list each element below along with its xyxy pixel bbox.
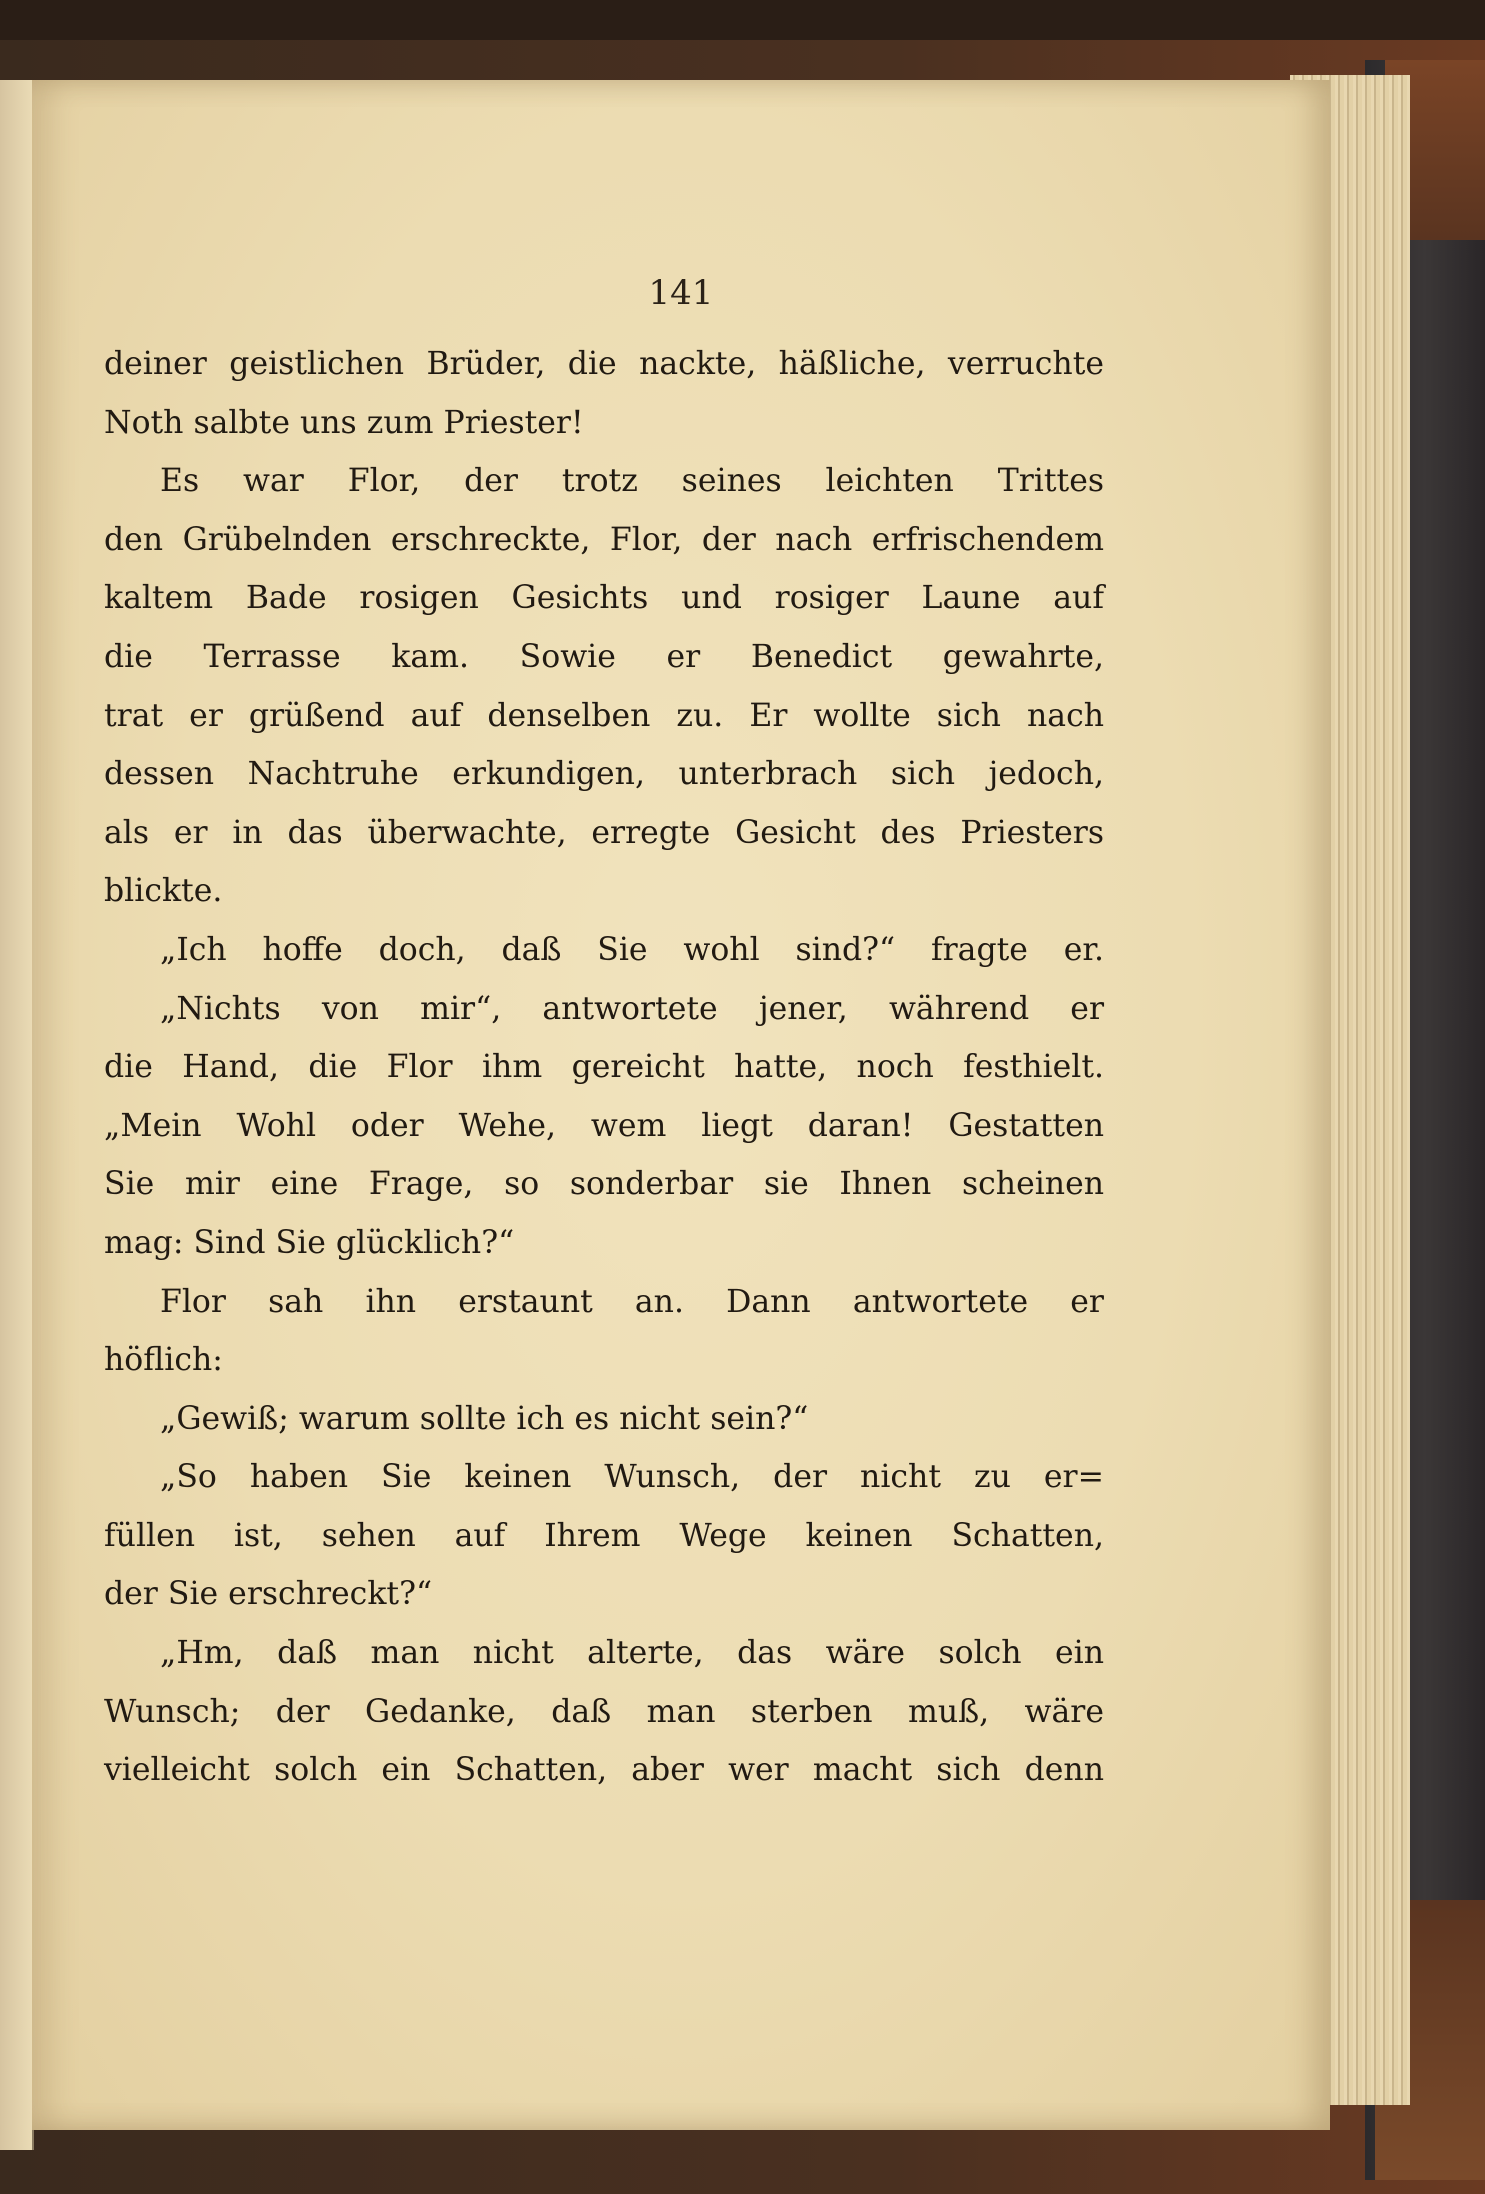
text-line: „Hm, daß man nicht alterte, das wäre solch ein [160,1635,1104,1672]
book-page [32,80,1330,2130]
text-line: dessen Nachtruhe erkundigen, unterbrach sich jedoch, [104,756,1104,793]
text-line: die Hand, die Flor ihm gereicht hatte, noch festhielt. [104,1049,1104,1086]
text-line: „Gewiß; warum sollte ich es nicht sein?“ [160,1400,809,1437]
text-line: trat er grüßend auf denselben zu. Er wollte sich nach [104,697,1104,734]
text-line: blickte. [104,873,223,910]
text-line: Wunsch; der Gedanke, daß man sterben muß, wäre [104,1693,1104,1730]
facing-page-edge [0,80,34,2150]
text-line: Es war Flor, der trotz seines leichten Trittes [160,463,1104,500]
text-line: „Ich hoffe doch, daß Sie wohl sind?“ fragte er. [160,931,1104,968]
page-number: 141 [648,273,714,313]
text-line: vielleicht solch ein Schatten, aber wer macht sich denn [104,1752,1104,1789]
text-line: kaltem Bade rosigen Gesichts und rosiger Laune auf [104,580,1104,617]
text-line: höflich: [104,1342,223,1379]
text-line: deiner geistlichen Brüder, die nackte, häßliche, verruchte [104,346,1104,382]
text-line: „Mein Wohl oder Wehe, wem liegt daran! Gestatten [104,1107,1104,1144]
text-line: „Nichts von mir“, antwortete jener, während er [160,990,1104,1027]
text-line: Flor sah ihn erstaunt an. Dann antwortete er [160,1283,1104,1320]
page-text [104,335,1104,1800]
text-line: füllen ist, sehen auf Ihrem Wege keinen Schatten, [104,1517,1104,1554]
text-line: Sie mir eine Frage, so sonderbar sie Ihnen scheinen [104,1166,1104,1203]
text-line: als er in das überwachte, erregte Gesicht des Priesters [104,814,1104,851]
text-line: mag: Sind Sie glücklich?“ [104,1224,515,1261]
text-line: Noth salbte uns zum Priester! [104,404,584,441]
text-line: den Grübelnden erschreckte, Flor, der nach erfrischendem [104,521,1104,558]
text-line: „So haben Sie keinen Wunsch, der nicht zu er= [160,1459,1104,1496]
text-line: die Terrasse kam. Sowie er Benedict gewahrte, [104,638,1104,675]
text-line: der Sie erschreckt?“ [104,1576,433,1613]
